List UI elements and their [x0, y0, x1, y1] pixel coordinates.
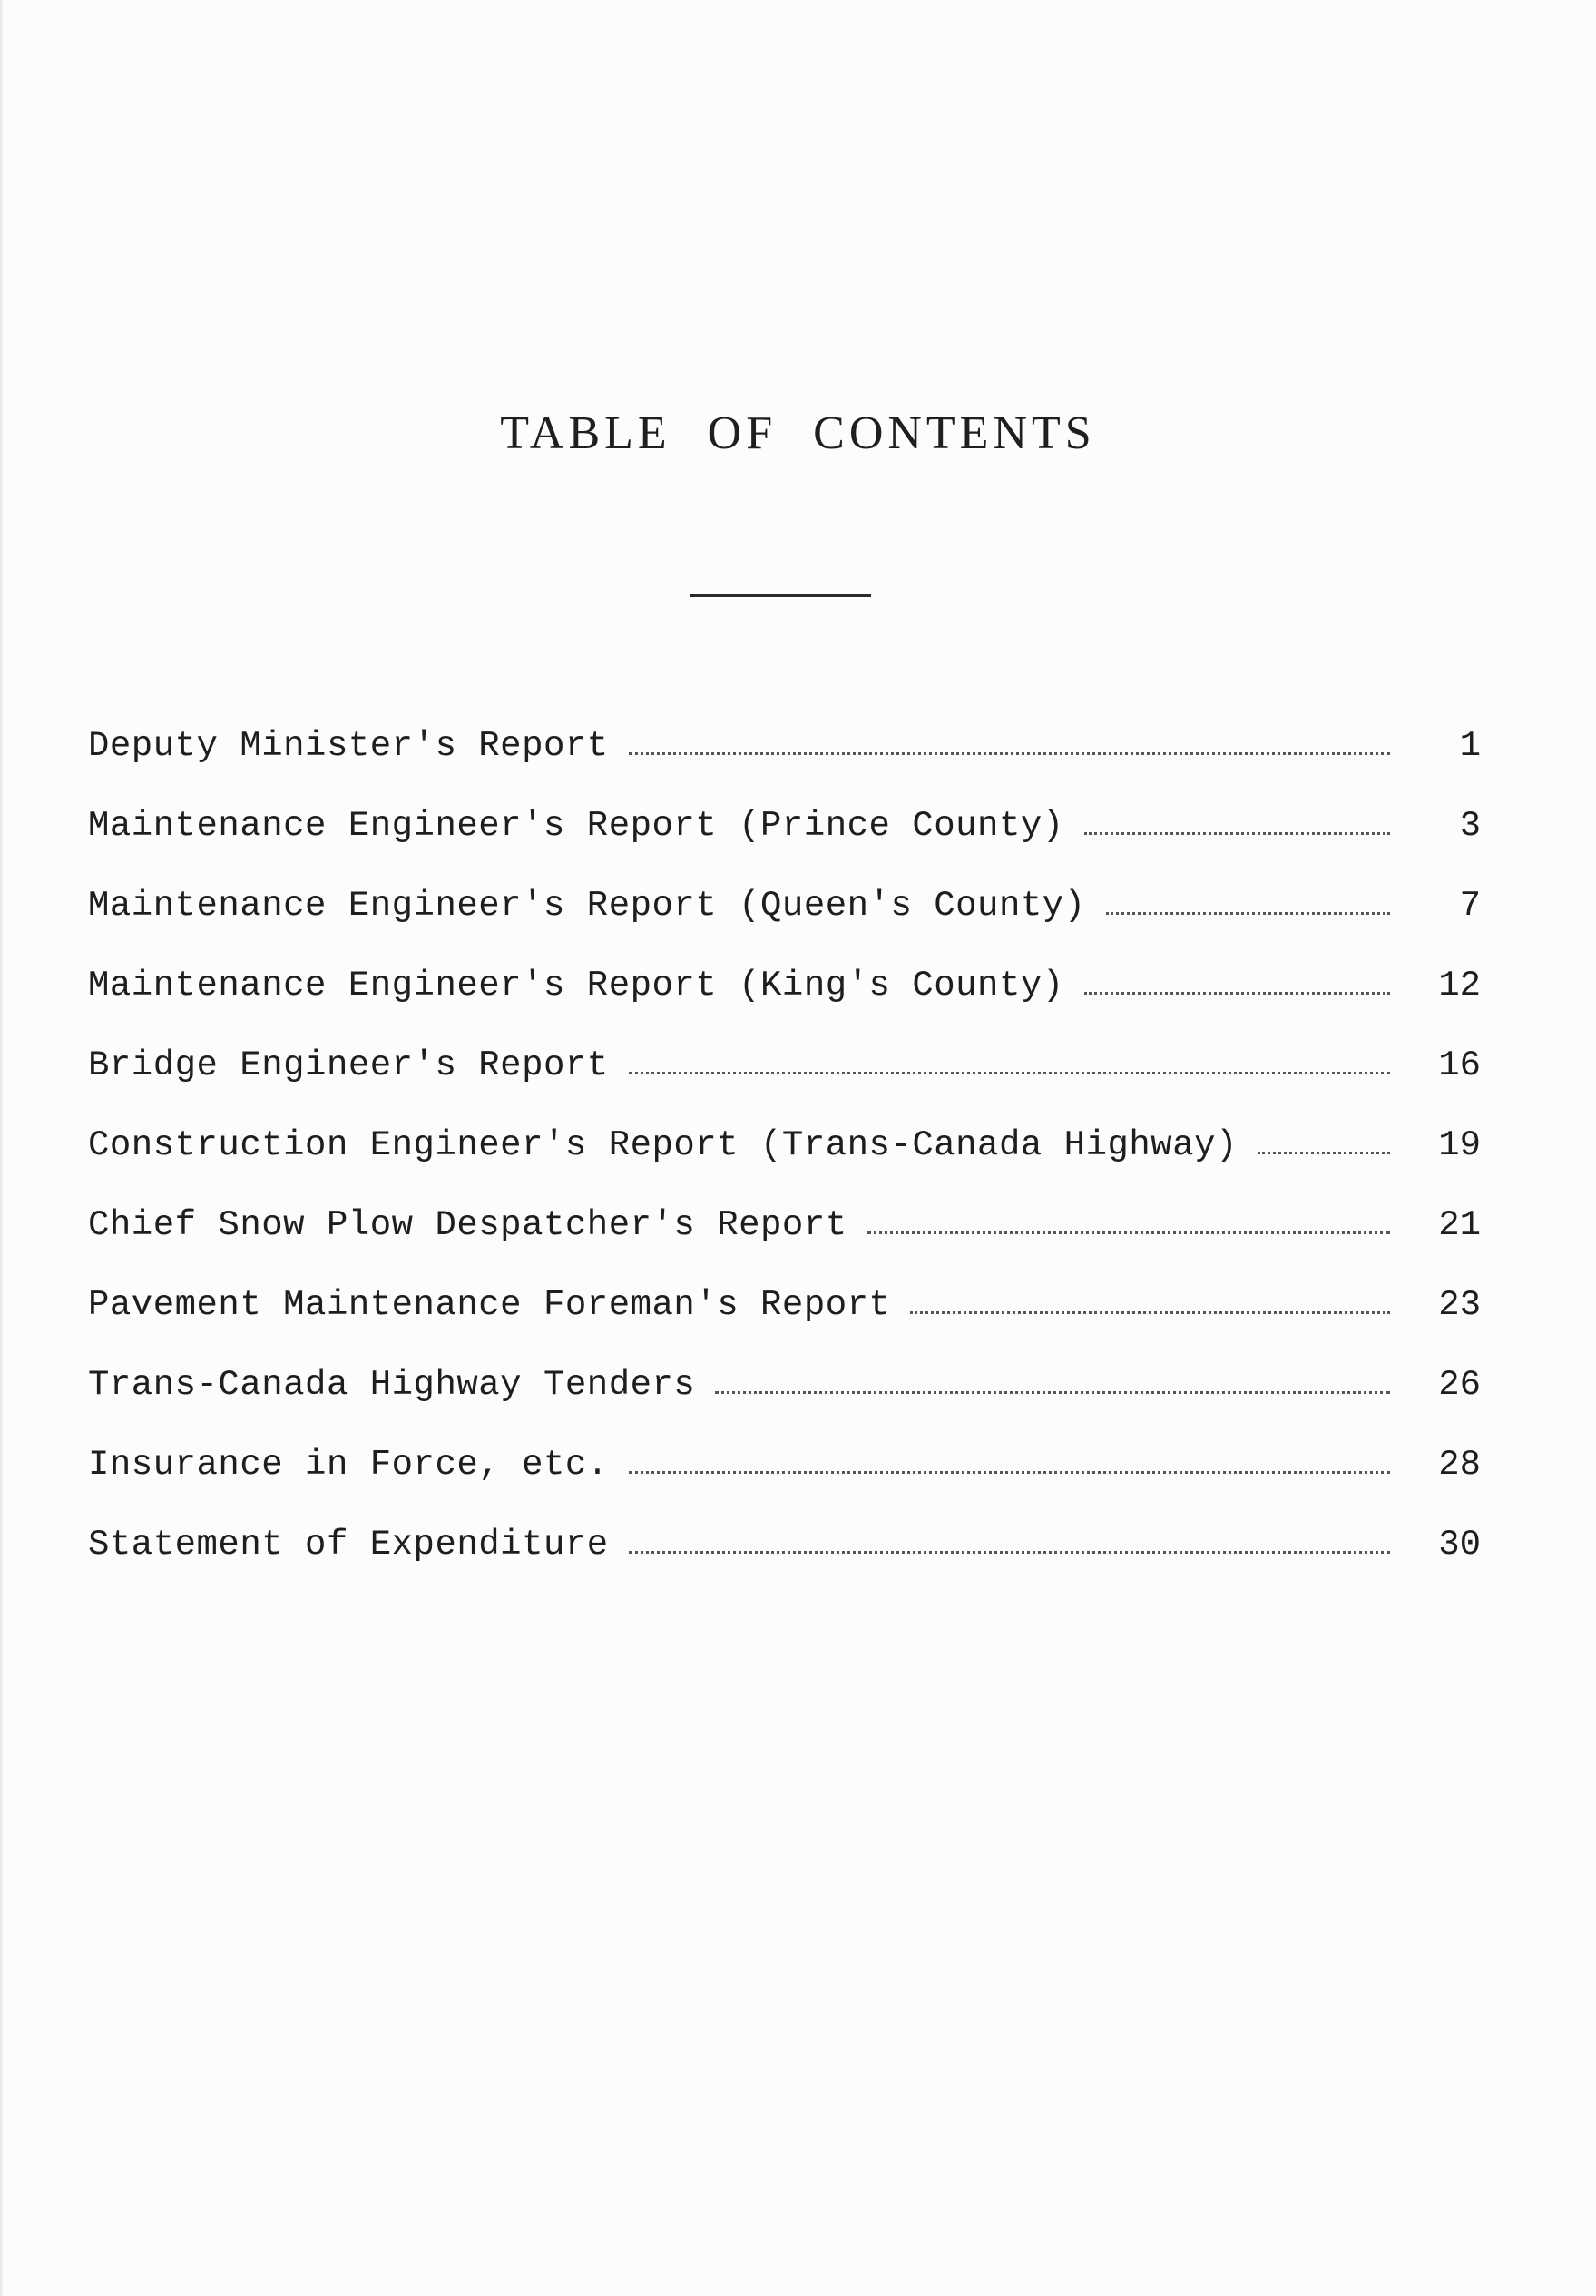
- dot-leader: [1258, 1152, 1390, 1154]
- dot-leader: [910, 1311, 1390, 1314]
- toc-entry: [88, 1285, 1481, 1365]
- toc-entry: [88, 886, 1481, 966]
- toc-entry-page: 7: [1459, 886, 1481, 926]
- dot-leader: [629, 1072, 1390, 1074]
- toc-entry-label: Construction Engineer's Report (Trans-Canada Highway): [88, 1125, 1238, 1165]
- toc-entry-page: 1: [1459, 726, 1481, 766]
- dot-leader: [1106, 912, 1390, 915]
- toc-entry: [88, 966, 1481, 1045]
- toc-entry-label: Maintenance Engineer's Report (King's County): [88, 966, 1064, 1006]
- toc-entry: [88, 1205, 1481, 1285]
- table-of-contents: [88, 726, 1481, 1604]
- dot-leader: [1084, 832, 1390, 835]
- dot-leader: [715, 1391, 1390, 1394]
- toc-entry-page: 23: [1438, 1285, 1481, 1325]
- toc-entry-page: 28: [1438, 1445, 1481, 1485]
- toc-entry-page: 26: [1438, 1365, 1481, 1405]
- toc-entry-page: 30: [1438, 1525, 1481, 1565]
- toc-entry-label: Pavement Maintenance Foreman's Report: [88, 1285, 891, 1325]
- toc-entry-page: 3: [1459, 806, 1481, 846]
- toc-entry: [88, 1525, 1481, 1604]
- toc-entry-label: Bridge Engineer's Report: [88, 1045, 609, 1085]
- toc-entry: [88, 1445, 1481, 1525]
- scan-edge: [0, 0, 4, 2296]
- toc-entry: [88, 1365, 1481, 1445]
- toc-entry-label: Deputy Minister's Report: [88, 726, 609, 766]
- page-title: TABLE OF CONTENTS: [500, 407, 1096, 459]
- dot-leader: [867, 1231, 1390, 1234]
- dot-leader: [629, 1551, 1390, 1554]
- toc-entry-label: Maintenance Engineer's Report (Queen's County): [88, 886, 1086, 926]
- toc-entry-page: 21: [1438, 1205, 1481, 1245]
- toc-entry-label: Chief Snow Plow Despatcher's Report: [88, 1205, 847, 1245]
- toc-entry-page: 16: [1438, 1045, 1481, 1085]
- toc-entry: [88, 1045, 1481, 1125]
- dot-leader: [629, 752, 1390, 755]
- toc-entry: [88, 806, 1481, 886]
- dot-leader: [629, 1471, 1390, 1474]
- title-rule: [690, 594, 871, 597]
- toc-entry: [88, 726, 1481, 806]
- toc-entry-label: Statement of Expenditure: [88, 1525, 609, 1565]
- toc-entry-label: Maintenance Engineer's Report (Prince County): [88, 806, 1064, 846]
- toc-entry-label: Trans-Canada Highway Tenders: [88, 1365, 696, 1405]
- toc-entry-page: 19: [1438, 1125, 1481, 1165]
- toc-entry: [88, 1125, 1481, 1205]
- toc-entry-label: Insurance in Force, etc.: [88, 1445, 609, 1485]
- toc-entry-page: 12: [1438, 966, 1481, 1006]
- dot-leader: [1084, 992, 1390, 995]
